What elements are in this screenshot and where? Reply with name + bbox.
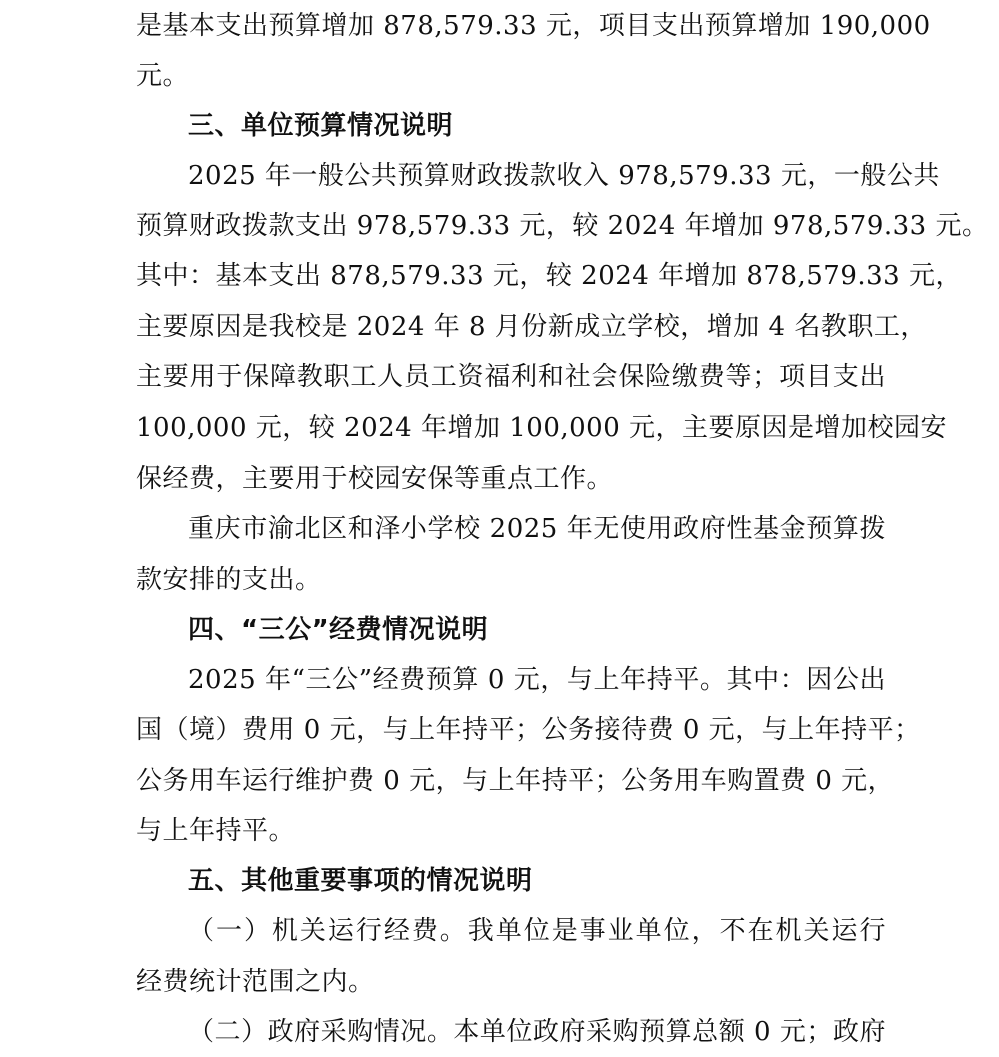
- section-heading-3: 三、单位预算情况说明: [188, 111, 454, 141]
- paragraph-line: （一）机关运行经费。我单位是事业单位，不在机关运行: [188, 916, 886, 946]
- paragraph-line: 款安排的支出。: [136, 565, 322, 595]
- paragraph-line: 2025 年“三公”经费预算 0 元，与上年持平。其中：因公出: [188, 665, 886, 695]
- paragraph-line: （二）政府采购情况。本单位政府采购预算总额 0 元；政府: [188, 1017, 886, 1047]
- paragraph-line: 2025 年一般公共预算财政拨款收入 978,579.33 元，一般公共: [188, 161, 940, 191]
- paragraph-line: 与上年持平。: [136, 816, 296, 846]
- paragraph-line: 100,000 元，较 2024 年增加 100,000 元，主要原因是增加校园安: [136, 413, 948, 443]
- paragraph-line: 预算财政拨款支出 978,579.33 元，较 2024 年增加 978,579.33 元。: [136, 211, 989, 241]
- paragraph-line: 重庆市渝北区和泽小学校 2025 年无使用政府性基金预算拨: [188, 514, 886, 544]
- paragraph-line: 主要用于保障教职工人员工资福利和社会保险缴费等；项目支出: [136, 362, 886, 392]
- paragraph-line: 国（境）费用 0 元，与上年持平；公务接待费 0 元，与上年持平；: [136, 715, 921, 745]
- paragraph-line: 其中：基本支出 878,579.33 元，较 2024 年增加 878,579.33 元，: [136, 261, 962, 291]
- paragraph-line: 经费统计范围之内。: [136, 967, 375, 997]
- paragraph-line: 是基本支出预算增加 878,579.33 元，项目支出预算增加 190,000: [136, 11, 931, 41]
- paragraph-line: 保经费，主要用于校园安保等重点工作。: [136, 464, 614, 494]
- section-heading-5: 五、其他重要事项的情况说明: [188, 866, 533, 896]
- paragraph-line: 公务用车运行维护费 0 元，与上年持平；公务用车购置费 0 元，: [136, 766, 895, 796]
- paragraph-line: 主要原因是我校是 2024 年 8 月份新成立学校，增加 4 名教职工，: [136, 312, 927, 342]
- section-heading-4: 四、“三公”经费情况说明: [188, 615, 489, 645]
- paragraph-line: 元。: [136, 61, 190, 91]
